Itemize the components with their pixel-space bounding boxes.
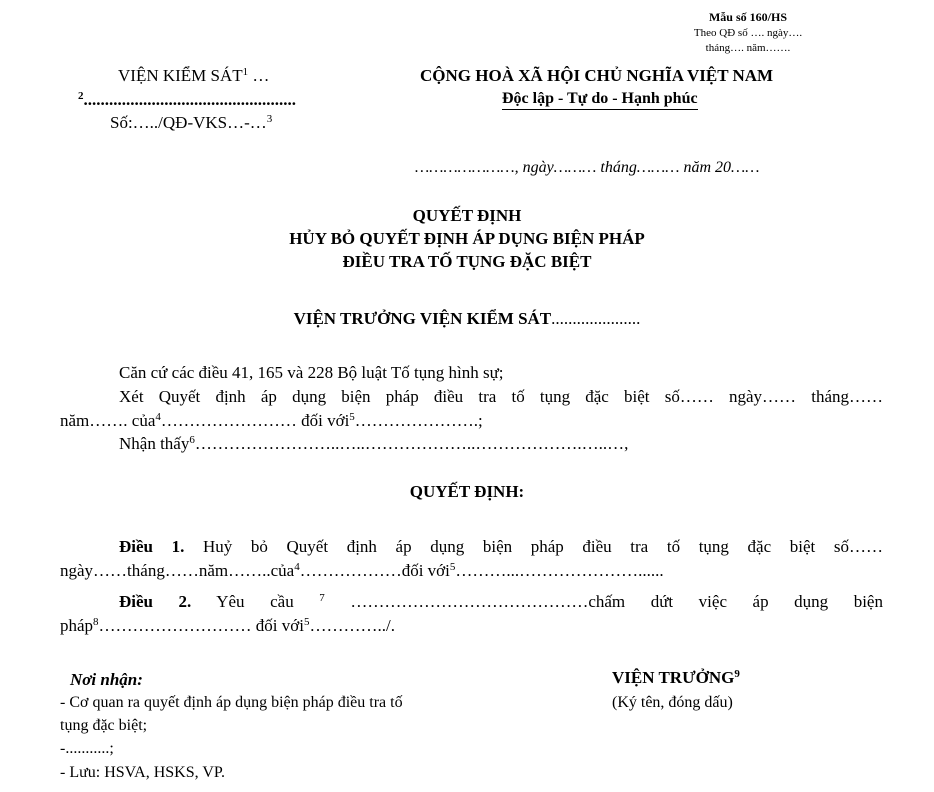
recipient-item: - Lưu: HSVA, HSKS, VP. [60,764,226,781]
sub-org-line [78,90,296,110]
article-1-continuation: ngày……tháng……năm……..của$^4$………………đối với$^5$………...…………………...... [60,561,664,580]
signature-instruction: (Ký tên, đóng dấu) [612,694,733,711]
footnote-ref: 4 [155,411,161,423]
date-line: …………………, ngày……… tháng……… năm 20…… [415,159,760,176]
authority-line [0,307,934,330]
title-line1: QUYẾT ĐỊNH [412,206,522,225]
legal-basis: Căn cứ các điều 41, 165 và 228 Bộ luật Tố tụng hình sự; [119,363,504,382]
recipient-item: -...........; [60,740,114,757]
form-reference-line1: Theo QĐ số …. ngày…. [693,27,803,39]
footnote-ref: 7 [319,592,325,604]
article-2-continuation: pháp$^8$……………………… đối với$^5$…………../. [60,616,395,635]
article-2: Điều 2. Yêu cầu $^7$ ……………………………………chấm dứt việc áp dụng biện [119,592,883,611]
nation-name: CỘNG HOÀ XÃ HỘI CHỦ NGHĨA VIỆT NAM [420,66,774,85]
org-tail: … [248,66,270,85]
footnote-ref: 6 [189,434,195,446]
org-label: VIỆN KIỂM SÁT [118,66,243,85]
decision-heading: QUYẾT ĐỊNH: [409,482,525,501]
document-number: Số:…../QĐ-VKS…-…$^3$ [110,113,273,132]
footnote-ref: 2 [78,90,84,102]
authority-dots: ..................... [551,309,641,328]
sub-org-dots: .................................................. [83,90,296,109]
considering-continuation: năm……. của$^4$…………………… đối với$^5$………………….; [60,411,483,430]
footnote-ref: 5 [349,411,355,423]
document-title [0,204,934,273]
footnote-ref: 8 [93,616,99,628]
article-1-label: Điều 1. [119,537,185,556]
footnote-ref: 5 [449,561,456,573]
footnote-ref: 3 [266,113,273,125]
footnote-ref: 4 [294,561,300,573]
form-reference-line2: tháng…. năm……. [705,42,791,54]
issuing-org [118,66,269,86]
title-line3: ĐIỀU TRA TỐ TỤNG ĐẶC BIỆT [342,252,592,271]
signatory-title: VIỆN TRƯỞNG$^9$ [612,668,740,687]
recipients-label: Nơi nhận: [70,670,143,689]
form-identifier [673,10,823,56]
footnote-ref: 9 [734,668,740,680]
considering-line: Xét Quyết định áp dụng biện pháp điều tra tố tụng đặc biệt số…… ngày…… tháng…… [119,387,883,406]
national-motto: Độc lập - Tự do - Hạnh phúc [502,90,698,110]
authority-label: VIỆN TRƯỞNG VIỆN KIỂM SÁT [293,309,552,328]
form-code: Mẫu số 160/HS [708,10,787,24]
recipient-item: - Cơ quan ra quyết định áp dụng biện pháp điều tra tố [60,694,403,711]
footnote-ref: 1 [242,66,249,78]
footnote-ref: 5 [303,616,310,628]
recipient-item-continuation: tụng đặc biệt; [60,717,148,734]
finding-line: Nhận thấy$^6$……………………..…..………………..……………….…..…, [119,434,629,453]
article-1: Điều 1. Huỷ bỏ Quyết định áp dụng biện pháp điều tra tố tụng đặc biệt số…… [119,537,883,556]
article-2-label: Điều 2. [119,592,192,611]
title-line2: HỦY BỎ QUYẾT ĐỊNH ÁP DỤNG BIỆN PHÁP [289,229,645,248]
